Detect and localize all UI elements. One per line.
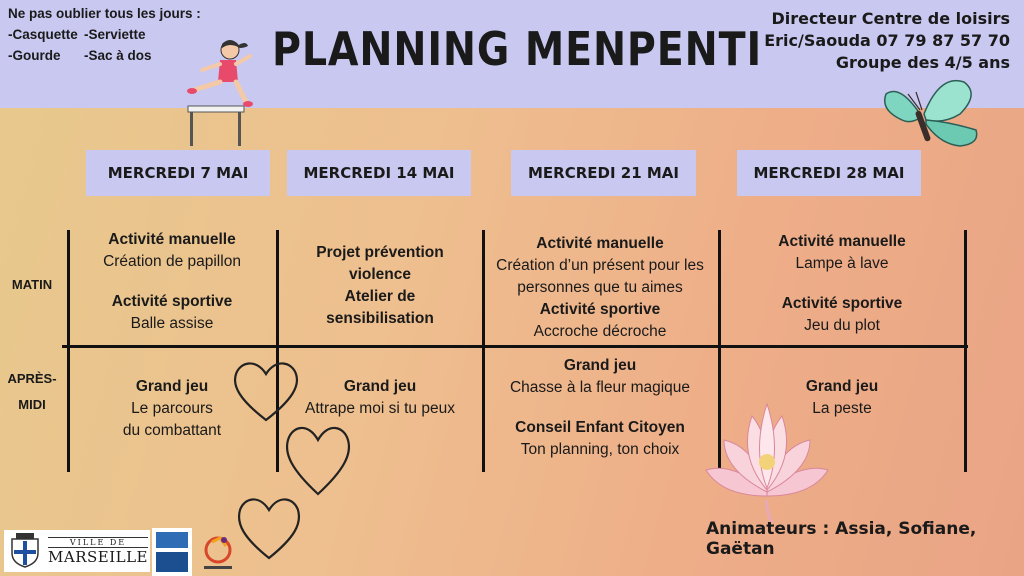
contact-phone: Eric/Saouda 07 79 87 57 70 xyxy=(764,31,1010,50)
ville-small-text: VILLE DE xyxy=(48,537,148,548)
afternoon-activities-day3: Grand jeu Chasse à la fleur magique Conseil Enfant Citoyen Ton planning, ton choix xyxy=(509,357,691,458)
partner-logos xyxy=(0,528,250,576)
hurdle-runner-illustration xyxy=(180,36,260,148)
row-label-morning: MATIN xyxy=(11,277,53,292)
grid-line xyxy=(276,230,279,472)
ville-big-text: MARSEILLE xyxy=(48,547,149,566)
morning-activities-day3: Activité manuelle Création d’un présent pour les personnes que tu aimes Activité sportive Accroche décroche xyxy=(496,235,704,340)
ville-de-marseille-logo xyxy=(4,530,150,572)
row-label-afternoon: APRÈS- MIDI xyxy=(7,371,57,412)
day-header-1: MERCREDI 7 MAI xyxy=(86,150,270,196)
afternoon-activities-day2: Grand jeu Attrape moi si tu peux xyxy=(305,378,455,417)
heart-icon xyxy=(282,418,354,498)
grid-line xyxy=(62,345,968,348)
heart-icon xyxy=(230,356,302,424)
reminder-item: -Casquette xyxy=(8,27,78,42)
day-header-3: MERCREDI 21 MAI xyxy=(511,150,696,196)
contact-info xyxy=(764,8,1010,74)
morning-activities-day2: Projet prévention violence Atelier de sensibilisation xyxy=(316,244,444,327)
day-header-2: MERCREDI 14 MAI xyxy=(287,150,471,196)
reminder-item: -Sac à dos xyxy=(84,48,152,63)
grid-line xyxy=(482,230,485,472)
contact-role: Directeur Centre de loisirs xyxy=(771,9,1010,28)
reminder-item: -Serviette xyxy=(84,27,146,42)
reminder-heading: Ne pas oublier tous les jours : xyxy=(8,6,201,21)
grid-line xyxy=(67,230,70,472)
grid-line xyxy=(964,230,967,472)
reminder-item: -Gourde xyxy=(8,48,61,63)
day-header-4: MERCREDI 28 MAI xyxy=(737,150,921,196)
page-title: PLANNING MENPENTI xyxy=(272,22,763,76)
centre-social-logo xyxy=(196,528,240,576)
lotus-flower-illustration xyxy=(702,400,832,524)
afternoon-activities-day4: Grand jeu La peste xyxy=(805,378,879,417)
afternoon-activities-day1: Grand jeu Le parcours du combattant xyxy=(122,378,222,439)
caf-logo xyxy=(152,528,192,576)
morning-activities-day1: Activité manuelle Création de papillon Activité sportive Balle assise xyxy=(103,231,241,332)
crest-icon xyxy=(8,533,42,569)
contact-group: Groupe des 4/5 ans xyxy=(835,53,1010,72)
reminder-box xyxy=(8,3,201,66)
morning-activities-day4: Activité manuelle Lampe à lave Activité sportive Jeu du plot xyxy=(778,233,906,334)
butterfly-illustration xyxy=(880,74,984,152)
animators-credit: Animateurs : Assia, Sofiane, Gaëtan xyxy=(706,519,977,559)
